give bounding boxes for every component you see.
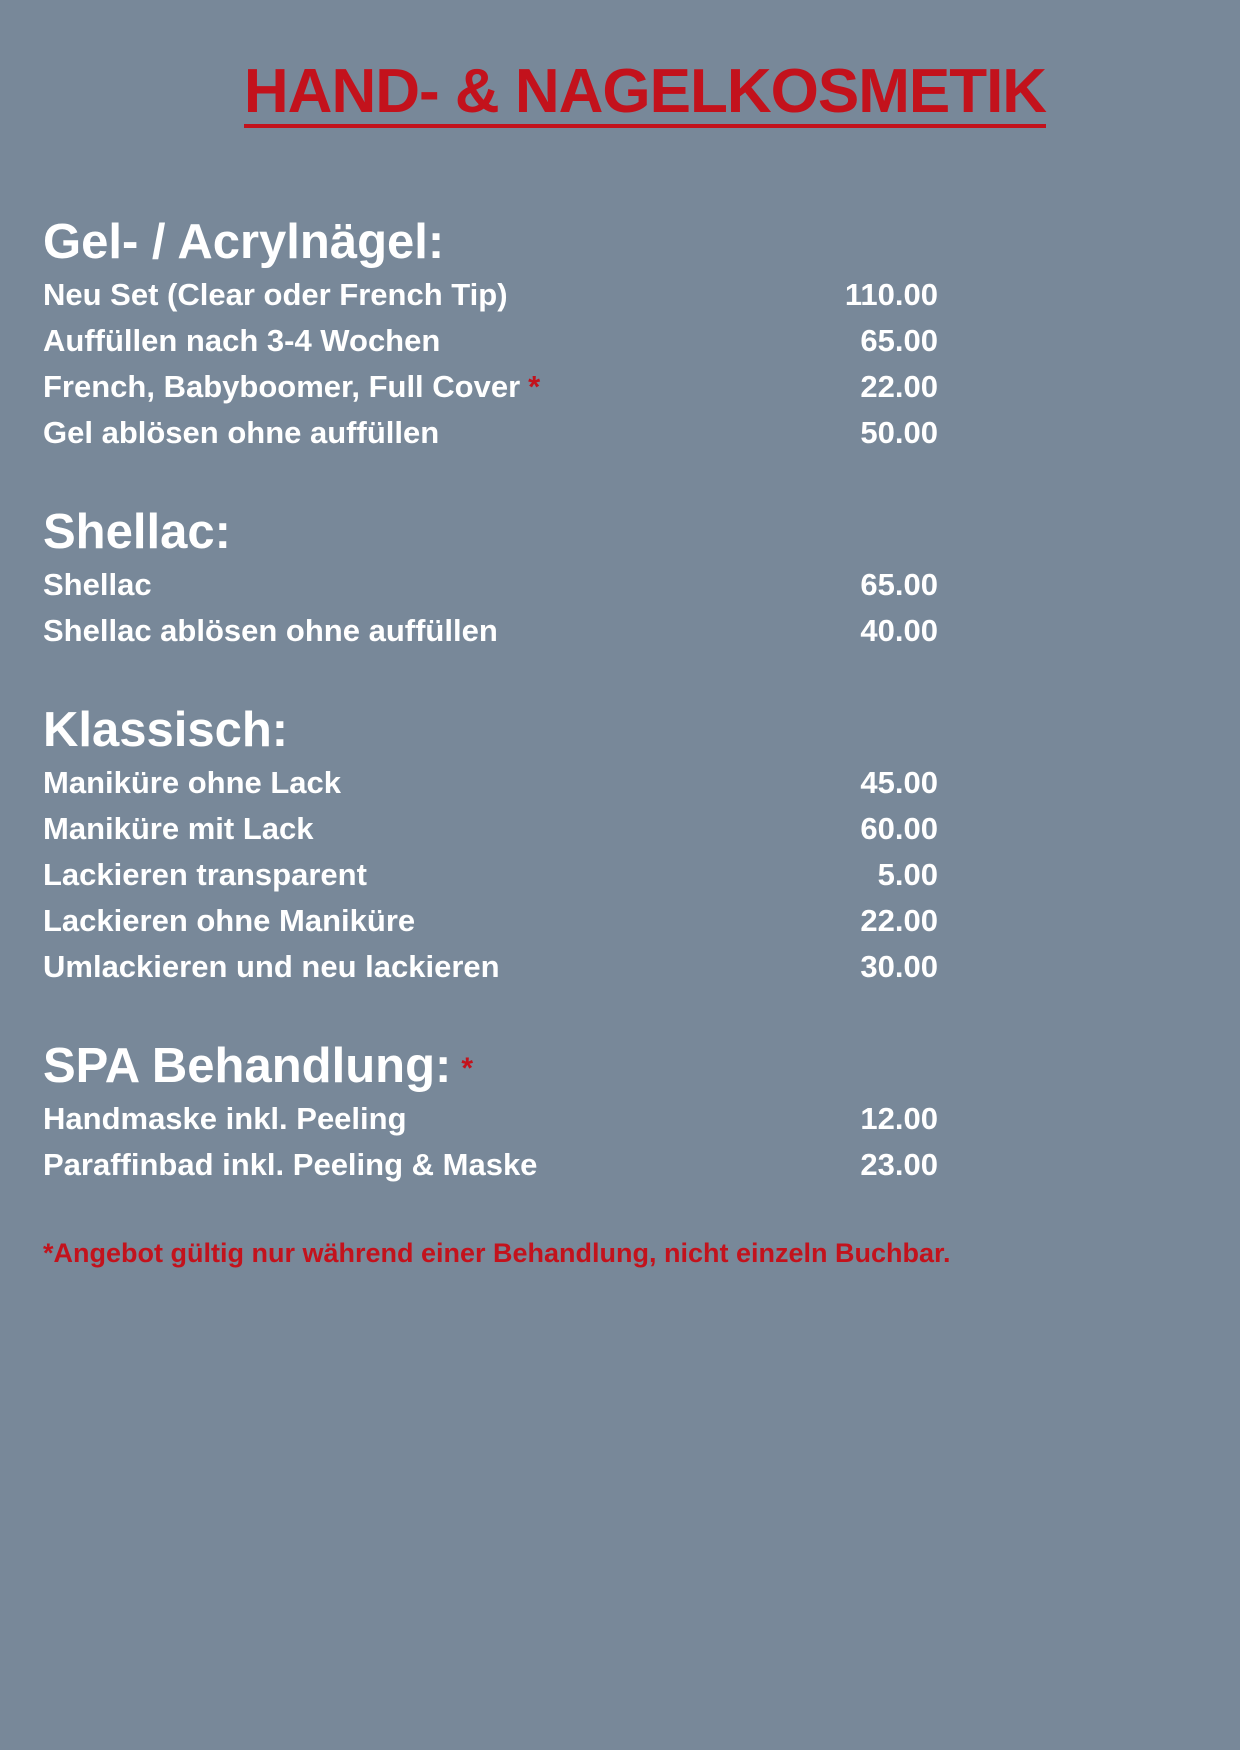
item-name-wrap	[43, 1096, 415, 1142]
item-name: Umlackieren und neu lackieren	[43, 949, 500, 984]
item-name: Neu Set (Clear oder French Tip)	[43, 277, 508, 312]
item-price: 23.00	[860, 1147, 938, 1182]
price-list	[43, 1096, 1143, 1188]
list-item	[43, 562, 1143, 608]
price-list	[43, 760, 1143, 990]
item-name: Maniküre mit Lack	[43, 811, 314, 846]
item-name-wrap	[43, 562, 160, 608]
page-title	[0, 52, 1240, 132]
list-item	[43, 806, 1143, 852]
item-price: 22.00	[860, 369, 938, 404]
item-name-wrap	[43, 318, 448, 364]
item-name: Gel ablösen ohne auffüllen	[43, 415, 440, 450]
footnote: *Angebot gültig nur während einer Behandlung, nicht einzeln Buchbar.	[43, 1238, 951, 1268]
asterisk-mark: *	[461, 1052, 474, 1086]
item-name: Shellac ablösen ohne auffüllen	[43, 613, 498, 648]
item-name-wrap	[43, 852, 375, 898]
item-name: Handmaske inkl. Peeling	[43, 1101, 407, 1136]
item-price: 65.00	[860, 567, 938, 602]
list-item	[43, 410, 1143, 456]
item-name-wrap	[43, 944, 508, 990]
list-item	[43, 760, 1143, 806]
item-price: 60.00	[860, 811, 938, 846]
price-list	[43, 272, 1143, 456]
section-spa	[43, 1036, 1143, 1188]
section-heading	[43, 212, 1143, 272]
section-heading-text: Klassisch:	[43, 703, 289, 757]
asterisk-mark: *	[528, 369, 541, 404]
section-shellac	[43, 502, 1143, 654]
section-heading-text: SPA Behandlung:	[43, 1039, 452, 1093]
list-item	[43, 852, 1143, 898]
item-price: 30.00	[860, 949, 938, 984]
item-price: 40.00	[860, 613, 938, 648]
item-price: 22.00	[860, 903, 938, 938]
item-price: 45.00	[860, 765, 938, 800]
section-heading	[43, 1036, 1143, 1096]
list-item	[43, 608, 1143, 654]
item-price: 65.00	[860, 323, 938, 358]
section-heading-text: Shellac:	[43, 505, 231, 559]
list-item	[43, 898, 1143, 944]
list-item	[43, 364, 1143, 410]
section-heading-text: Gel- / Acrylnägel:	[43, 215, 445, 269]
section-heading	[43, 502, 1143, 562]
list-item	[43, 944, 1143, 990]
item-price: 5.00	[877, 857, 938, 892]
item-name: Shellac	[43, 567, 152, 602]
item-name-wrap	[43, 806, 321, 852]
section-gel-acryl	[43, 212, 1143, 456]
item-name: Maniküre ohne Lack	[43, 765, 342, 800]
item-name: Paraffinbad inkl. Peeling & Maske	[43, 1147, 538, 1182]
price-list	[43, 562, 1143, 654]
item-name-wrap	[43, 1142, 545, 1188]
item-name-wrap	[43, 608, 506, 654]
item-name-wrap	[43, 760, 349, 806]
section-heading	[43, 700, 1143, 760]
item-price: 110.00	[844, 277, 938, 312]
item-name-wrap	[43, 272, 516, 318]
item-name: French, Babyboomer, Full Cover	[43, 369, 521, 404]
page-title-text: HAND- & NAGELKOSMETIK	[243, 57, 1047, 126]
item-name-wrap	[43, 410, 447, 456]
item-name-wrap	[43, 364, 540, 410]
item-name-wrap	[43, 898, 423, 944]
item-name: Lackieren ohne Maniküre	[43, 903, 416, 938]
list-item	[43, 1142, 1143, 1188]
list-item	[43, 318, 1143, 364]
item-name: Auffüllen nach 3-4 Wochen	[43, 323, 441, 358]
item-price: 50.00	[860, 415, 938, 450]
section-klassisch	[43, 700, 1143, 990]
list-item	[43, 272, 1143, 318]
item-price: 12.00	[860, 1101, 938, 1136]
item-name: Lackieren transparent	[43, 857, 367, 892]
list-item	[43, 1096, 1143, 1142]
